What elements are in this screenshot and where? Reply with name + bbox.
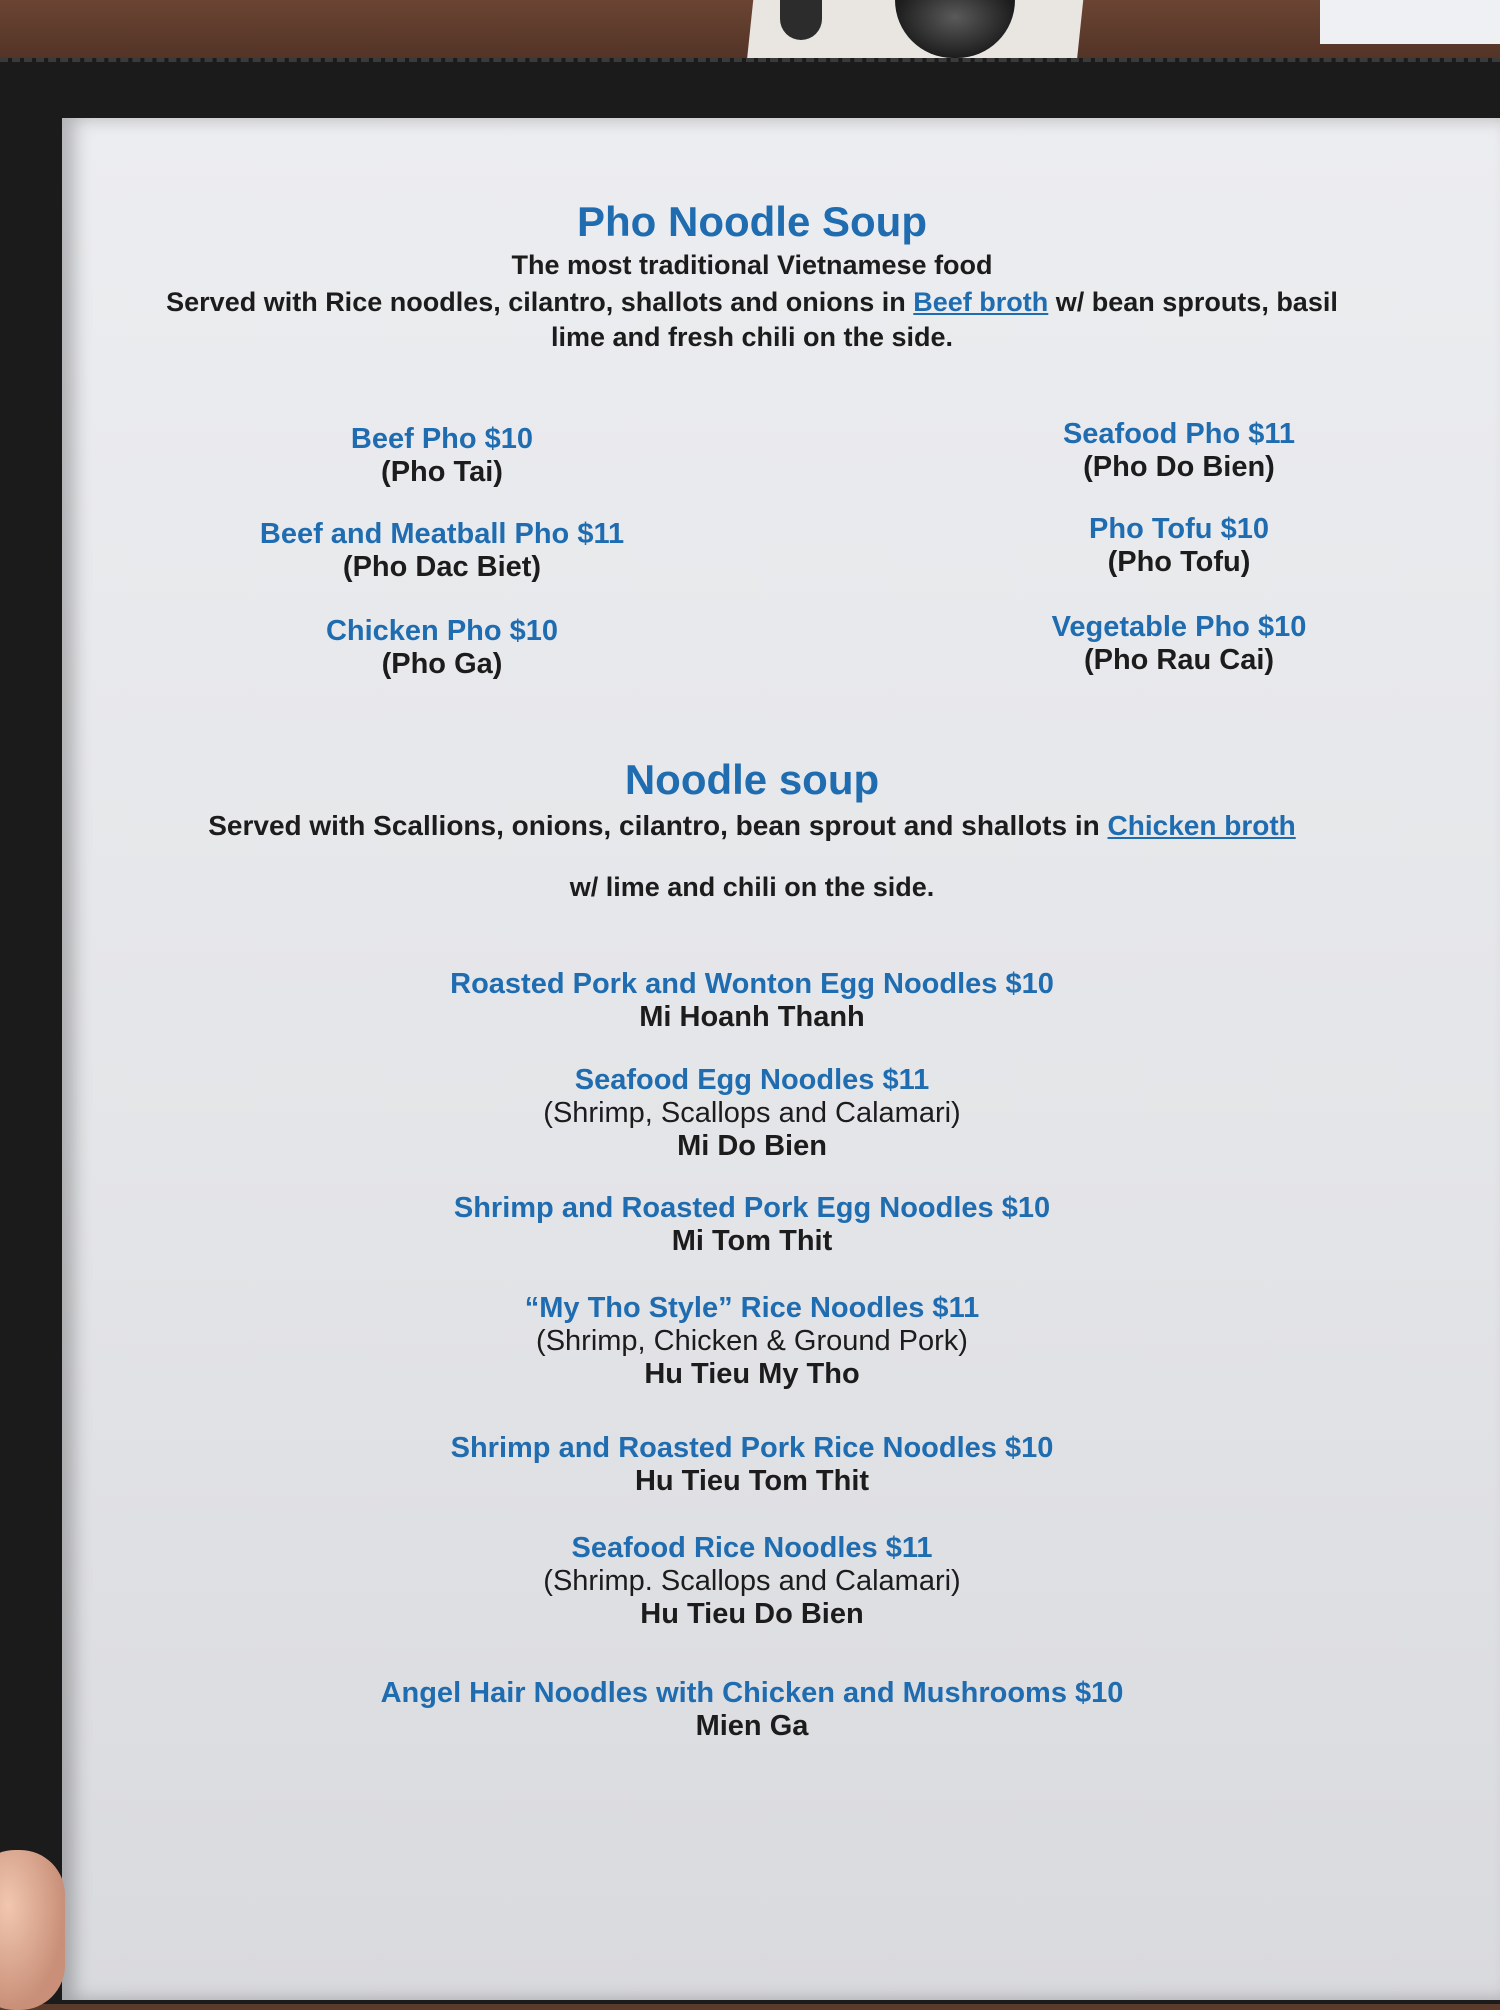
menu-item-viet: (Pho Do Bien)	[1083, 451, 1275, 483]
menu-item-name: Shrimp and Roasted Pork Egg Noodles $10	[453, 1192, 1051, 1224]
pho-desc-text-2: w/ bean sprouts, basil	[1048, 287, 1338, 317]
menu-item-name: Beef and Meatball Pho $11	[259, 518, 625, 550]
pho-desc-text: Served with Rice noodles, cilantro, shallots and onions in	[166, 287, 914, 317]
menu-item-viet: Hu Tieu My Tho	[644, 1358, 860, 1390]
menu-item	[162, 615, 722, 681]
menu-item-name: Shrimp and Roasted Pork Rice Noodles $10	[450, 1432, 1054, 1464]
pho-left-column	[162, 423, 722, 681]
menu-item	[162, 423, 722, 518]
noodle-description	[62, 810, 1442, 842]
menu-item-viet: Mi Hoanh Thanh	[639, 1001, 865, 1033]
menu-item-name: Roasted Pork and Wonton Egg Noodles $10	[450, 968, 1054, 1000]
menu-item-viet: (Pho Ga)	[381, 648, 503, 680]
menu-item	[62, 968, 1442, 1064]
menu-item	[62, 1532, 1442, 1677]
menu-item	[62, 1432, 1442, 1532]
menu-item-name: Pho Tofu $10	[1089, 513, 1269, 545]
menu-item-name: Seafood Rice Noodles $11	[571, 1532, 933, 1564]
noodle-section-title: Noodle soup	[624, 756, 880, 803]
pho-tagline: The most traditional Vietnamese food	[511, 250, 993, 280]
menu-item	[899, 418, 1459, 513]
menu-item	[62, 1292, 1442, 1432]
menu-item-viet: (Pho Dac Biet)	[342, 551, 542, 583]
menu-item-name: Angel Hair Noodles with Chicken and Mushrooms $10	[380, 1677, 1124, 1709]
noodle-list	[62, 968, 1442, 1743]
menu-item-name: “My Tho Style” Rice Noodles $11	[524, 1292, 980, 1324]
menu-item	[62, 1677, 1442, 1743]
noodle-description-line2: w/ lime and chili on the side.	[569, 872, 935, 902]
menu-item-viet: Mien Ga	[695, 1710, 809, 1742]
menu-item-detail: (Shrimp. Scallops and Calamari)	[543, 1565, 961, 1597]
menu-item	[162, 518, 722, 615]
menu-item	[899, 611, 1459, 677]
pho-description-line2: lime and fresh chili on the side.	[550, 322, 954, 352]
menu-item-viet: (Pho Tofu)	[1107, 546, 1251, 578]
noodle-header	[62, 756, 1442, 903]
thumb	[0, 1850, 65, 2010]
menu-item-viet: Hu Tieu Tom Thit	[634, 1465, 870, 1497]
menu-item-name: Chicken Pho $10	[325, 615, 559, 647]
menu-item-name: Beef Pho $10	[350, 423, 534, 455]
menu-item-viet: Mi Do Bien	[677, 1130, 827, 1162]
menu-item-detail: (Shrimp, Chicken & Ground Pork)	[536, 1325, 968, 1357]
menu-item	[62, 1192, 1442, 1292]
menu-item-viet: (Pho Rau Cai)	[1083, 644, 1275, 676]
chicken-broth-link: Chicken broth	[1107, 810, 1296, 841]
pho-right-column	[899, 418, 1459, 677]
receipt-paper	[1320, 0, 1500, 44]
menu-item-detail: (Shrimp, Scallops and Calamari)	[543, 1097, 961, 1129]
menu-item-name: Seafood Pho $11	[1062, 418, 1296, 450]
beef-broth-link: Beef broth	[913, 287, 1049, 317]
menu-item-viet: Hu Tieu Do Bien	[640, 1598, 864, 1630]
menu-item	[62, 1064, 1442, 1192]
pho-section-title: Pho Noodle Soup	[577, 198, 927, 245]
noodle-desc-text: Served with Scallions, onions, cilantro, bean sprout and shallots in	[208, 810, 1108, 841]
menu-item-viet: Mi Tom Thit	[671, 1225, 833, 1257]
menu-item-name: Seafood Egg Noodles $11	[574, 1064, 930, 1096]
menu-item-viet: (Pho Tai)	[381, 456, 503, 488]
menu-item-name: Vegetable Pho $10	[1051, 611, 1307, 643]
pho-header	[62, 198, 1442, 353]
pho-description	[62, 287, 1442, 318]
fork	[780, 0, 822, 40]
menu-item	[899, 513, 1459, 611]
